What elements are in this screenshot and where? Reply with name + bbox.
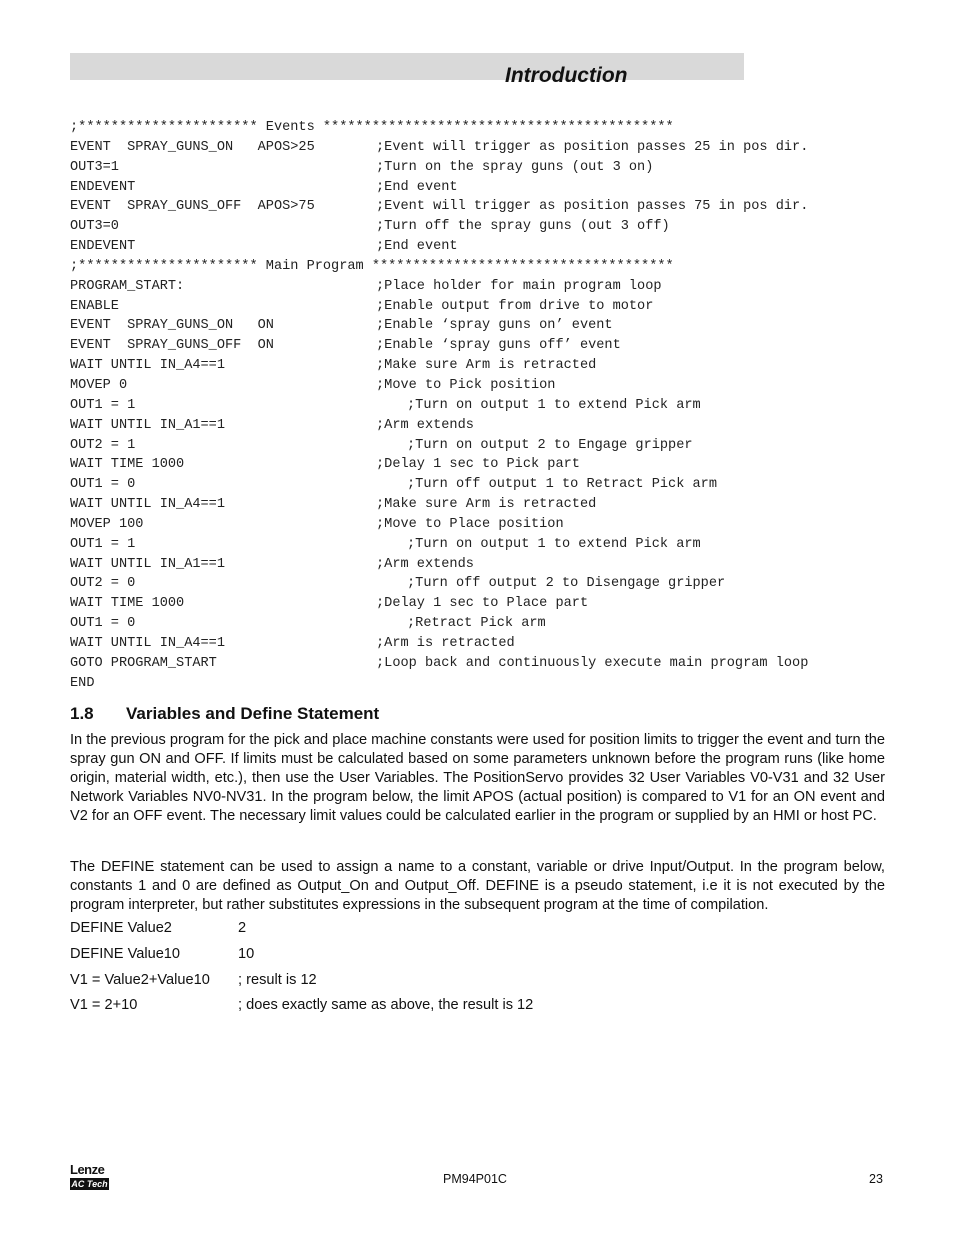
- define-example-row: [70, 920, 533, 946]
- code-statement: ENDEVENT: [70, 179, 136, 195]
- code-statement: OUT1 = 0: [70, 616, 136, 632]
- footer-page-number: 23: [869, 1172, 883, 1186]
- code-comment: ;Turn off output 2 to Disengage gripper: [407, 576, 726, 592]
- code-comment: ;Move to Pick position: [376, 377, 556, 393]
- code-line: [70, 376, 930, 396]
- code-line: [70, 614, 930, 634]
- code-line: [70, 138, 930, 158]
- code-line: [70, 416, 930, 436]
- code-line: [70, 396, 930, 416]
- code-line: [70, 634, 930, 654]
- code-comment: ;Move to Place position: [376, 516, 564, 532]
- code-statement: EVENT SPRAY_GUNS_ON ON: [70, 318, 274, 334]
- code-comment: ;Retract Pick arm: [407, 616, 546, 632]
- define-example-row: [70, 972, 533, 998]
- code-line: [70, 356, 930, 376]
- code-comment: ;Loop back and continuously execute main program loop: [376, 655, 809, 671]
- paragraph-user-variables: In the previous program for the pick and place machine constants were used for position limits to trigger the event and turn the spray gun ON and OFF. If limits must be calculated based on some parameters unknown before the program runs (like home origin, material width, etc.), then use the User Variables. The PositionServo provides 32 User Variables V0-V31 and 32 User Network Variables NV0-NV31. In the program below, the limit APOS (actual position) is compared to V1 for an ON event and V2 for an OFF event. The necessary limit values could be calculated earlier in the program or supplied by an HMI or host PC.: [70, 732, 885, 824]
- logo-wordmark: Lenze: [70, 1162, 105, 1177]
- code-statement: ;********************** Main Program *************************************: [70, 258, 674, 274]
- define-example-row: [70, 997, 533, 1023]
- define-expression: V1 = 2+10: [70, 997, 138, 1014]
- define-expression: V1 = Value2+Value10: [70, 971, 210, 988]
- define-expression: DEFINE Value2: [70, 920, 172, 936]
- code-comment: ;Delay 1 sec to Pick part: [376, 457, 580, 473]
- code-comment: ;Make sure Arm is retracted: [376, 497, 597, 513]
- code-comment: ;Make sure Arm is retracted: [376, 358, 597, 374]
- section-title: Variables and Define Statement: [126, 704, 380, 723]
- code-comment: ;Turn on the spray guns (out 3 on): [376, 159, 654, 175]
- code-statement: WAIT TIME 1000: [70, 457, 185, 473]
- code-line: [70, 158, 930, 178]
- code-comment: ;Arm extends: [376, 556, 474, 572]
- code-statement: ENDEVENT: [70, 239, 136, 255]
- code-comment: ;Turn off output 1 to Retract Pick arm: [407, 477, 717, 493]
- code-line: [70, 455, 930, 475]
- code-statement: MOVEP 0: [70, 377, 128, 393]
- code-statement: ENABLE: [70, 298, 119, 314]
- code-line: [70, 555, 930, 575]
- code-line: [70, 277, 930, 297]
- code-line: [70, 674, 930, 694]
- section-number: 1.8: [70, 704, 94, 723]
- lenze-logo: [70, 1163, 112, 1191]
- code-comment: ;Place holder for main program loop: [376, 278, 662, 294]
- code-statement: PROGRAM_START:: [70, 278, 185, 294]
- paragraph-define-statement: The DEFINE statement can be used to assign a name to a constant, variable or drive Input/Output. In the program below, constants 1 and 0 are defined as Output_On and Output_Off. DEFINE is a pseudo statement, i.e it is not executed by the program interpreter, but rather substitutes expressions in the subsequent program at the time of compilation.: [70, 859, 885, 913]
- code-line: [70, 197, 930, 217]
- code-line: [70, 257, 930, 277]
- code-line: [70, 217, 930, 237]
- code-comment: ;Turn on output 1 to extend Pick arm: [407, 536, 701, 552]
- code-statement: OUT2 = 0: [70, 576, 136, 592]
- code-line: [70, 316, 930, 336]
- code-line: [70, 495, 930, 515]
- code-comment: ;Delay 1 sec to Place part: [376, 596, 589, 612]
- code-line: [70, 535, 930, 555]
- code-statement: OUT3=1: [70, 159, 119, 175]
- code-statement: END: [70, 675, 95, 691]
- code-comment: ;Turn on output 1 to extend Pick arm: [407, 397, 701, 413]
- page-header-title: Introduction: [505, 64, 628, 87]
- code-statement: OUT1 = 1: [70, 397, 136, 413]
- code-comment: ;Enable ‘spray guns off’ event: [376, 338, 621, 354]
- code-comment: ;Arm extends: [376, 417, 474, 433]
- code-line: [70, 436, 930, 456]
- define-expression: DEFINE Value10: [70, 945, 181, 962]
- code-comment: ;Arm is retracted: [376, 635, 515, 651]
- code-line: [70, 574, 930, 594]
- code-line: [70, 178, 930, 198]
- code-line: [70, 475, 930, 495]
- code-statement: EVENT SPRAY_GUNS_ON APOS>25: [70, 139, 315, 155]
- code-statement: EVENT SPRAY_GUNS_OFF APOS>75: [70, 199, 315, 215]
- code-comment: ;End event: [376, 239, 458, 255]
- code-line: [70, 654, 930, 674]
- code-comment: ;Enable output from drive to motor: [376, 298, 654, 314]
- code-comment: ;Event will trigger as position passes 25 in pos dir.: [376, 139, 809, 155]
- code-statement: OUT1 = 0: [70, 477, 136, 493]
- section-heading: [70, 704, 379, 724]
- define-value: ; result is 12: [238, 971, 317, 988]
- code-comment: ;Turn on output 2 to Engage gripper: [407, 437, 693, 453]
- program-code-listing: [70, 118, 930, 693]
- code-statement: WAIT UNTIL IN_A1==1: [70, 556, 225, 572]
- code-comment: ;End event: [376, 179, 458, 195]
- code-line: [70, 237, 930, 257]
- code-line: [70, 594, 930, 614]
- logo-subbrand: AC Tech: [71, 1179, 108, 1189]
- define-value: 10: [238, 945, 255, 962]
- code-statement: OUT3=0: [70, 219, 119, 235]
- code-statement: WAIT UNTIL IN_A4==1: [70, 497, 225, 513]
- code-line: [70, 336, 930, 356]
- code-statement: OUT2 = 1: [70, 437, 136, 453]
- code-statement: OUT1 = 1: [70, 536, 136, 552]
- define-examples: [70, 920, 533, 1023]
- code-line: [70, 515, 930, 535]
- code-statement: WAIT UNTIL IN_A4==1: [70, 358, 225, 374]
- code-comment: ;Event will trigger as position passes 75 in pos dir.: [376, 199, 809, 215]
- define-value: ; does exactly same as above, the result is 12: [238, 997, 534, 1014]
- footer-document-id: PM94P01C: [443, 1172, 507, 1186]
- code-statement: ;********************** Events *******************************************: [70, 120, 674, 135]
- code-statement: WAIT TIME 1000: [70, 596, 185, 612]
- define-value: 2: [238, 920, 247, 936]
- header-bar: [70, 53, 744, 80]
- code-line: [70, 118, 930, 138]
- code-statement: EVENT SPRAY_GUNS_OFF ON: [70, 338, 274, 354]
- code-statement: WAIT UNTIL IN_A4==1: [70, 635, 225, 651]
- define-example-row: [70, 946, 533, 972]
- code-statement: WAIT UNTIL IN_A1==1: [70, 417, 225, 433]
- code-statement: MOVEP 100: [70, 516, 144, 532]
- code-statement: GOTO PROGRAM_START: [70, 655, 217, 671]
- code-comment: ;Turn off the spray guns (out 3 off): [376, 219, 670, 235]
- code-line: [70, 297, 930, 317]
- code-comment: ;Enable ‘spray guns on’ event: [376, 318, 613, 334]
